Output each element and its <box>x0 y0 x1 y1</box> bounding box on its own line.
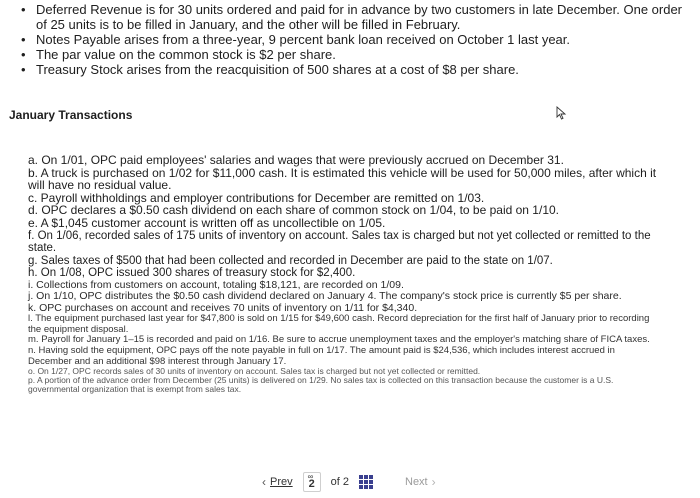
transaction-item: b. A truck is purchased on 1/02 for $11,000 cash. It is estimated this vehicle will be used for 50,000 miles, after which it will have no residual value. <box>28 165 657 193</box>
transaction-item: p. A portion of the advance order from December (25 units) is delivered on 1/29. No sales tax is collected on this transaction because the customer is a U.S. governmental organization that is exempt from sales tax. <box>28 375 614 395</box>
section-heading: January Transactions <box>9 108 133 122</box>
bullet-item: • Notes Payable arises from a three-year, 9 percent bank loan received on October 1 last year. <box>21 32 571 47</box>
transaction-item: g. Sales taxes of $500 that had been collected and recorded in December are paid to the state on 1/07. <box>28 254 553 267</box>
transaction-item: a. On 1/01, OPC paid employees' salaries and wages that were previously accrued on December 31. <box>28 153 564 167</box>
bullet-dot: • <box>21 47 26 62</box>
transaction-item: j. On 1/10, OPC distributes the $0.50 cash dividend declared on January 4. The company's stock price is currently $5 per share. <box>28 290 622 303</box>
pagination-bar <box>262 470 512 494</box>
chevron-right-icon: › <box>431 475 436 489</box>
link-icon: ∞ <box>307 472 314 481</box>
bullet-item: • Deferred Revenue is for 30 units ordered and paid for in advance by two customers in late December. One order of 25 units is to be filled in January, and the other will be filled in February. <box>21 2 683 32</box>
transaction-item: o. On 1/27, OPC records sales of 30 units of inventory on account. Sales tax is charged but not yet collected or remitted. <box>28 366 481 377</box>
transaction-item: c. Payroll withholdings and employer contributions for December are remitted on 1/03. <box>28 190 485 205</box>
current-page-number: 2 <box>308 478 315 490</box>
prev-label: Prev <box>270 476 293 488</box>
transaction-item: l. The equipment purchased last year for $47,800 is sold on 1/15 for $49,600 cash. Record depreciation for the first half of January prior to recording the equipment disposal. <box>28 313 650 335</box>
transaction-item: d. OPC declares a $0.50 cash dividend on each share of common stock on 1/04, to be paid on 1/10. <box>28 203 559 218</box>
transaction-list <box>18 154 658 394</box>
page-of-text: of 2 <box>330 476 349 488</box>
grid-view-icon[interactable] <box>359 475 373 489</box>
bullet-dot: • <box>21 32 26 47</box>
transaction-item: k. OPC purchases on account and receives 70 units of inventory on 1/11 for $4,340. <box>28 301 418 314</box>
bullet-item: • The par value on the common stock is $2 per share. <box>21 47 336 62</box>
transaction-item: n. Having sold the equipment, OPC pays off the note payable in full on 1/17. The amount paid is $24,536, which includes interest accrued in December and an additional $98 interest through January 17. <box>28 344 615 367</box>
notes-bullet-list <box>20 2 690 77</box>
chevron-left-icon: ‹ <box>262 475 266 489</box>
transaction-item: f. On 1/06, recorded sales of 175 units of inventory on account. Sales tax is charged but not yet collected or remitted to the state. <box>28 229 651 255</box>
next-button[interactable] <box>405 475 436 489</box>
transaction-item: e. A $1,045 customer account is written off as uncollectible on 1/05. <box>28 215 386 230</box>
current-page-box[interactable] <box>303 472 321 492</box>
bullet-item: • Treasury Stock arises from the reacquisition of 500 shares at a cost of $8 per share. <box>21 62 519 77</box>
prev-button[interactable] <box>262 475 293 489</box>
bullet-dot: • <box>21 2 26 17</box>
bullet-dot: • <box>21 62 26 77</box>
next-label: Next <box>405 476 428 488</box>
transaction-item: h. On 1/08, OPC issued 300 shares of treasury stock for $2,400. <box>28 267 356 280</box>
transaction-item: i. Collections from customers on account, totaling $18,121, are recorded on 1/09. <box>28 278 404 291</box>
mouse-cursor-icon <box>556 106 568 120</box>
transaction-item: m. Payroll for January 1–15 is recorded and paid on 1/16. Be sure to accrue unemployment taxes and the employer's matching share of FICA taxes. <box>28 334 650 346</box>
